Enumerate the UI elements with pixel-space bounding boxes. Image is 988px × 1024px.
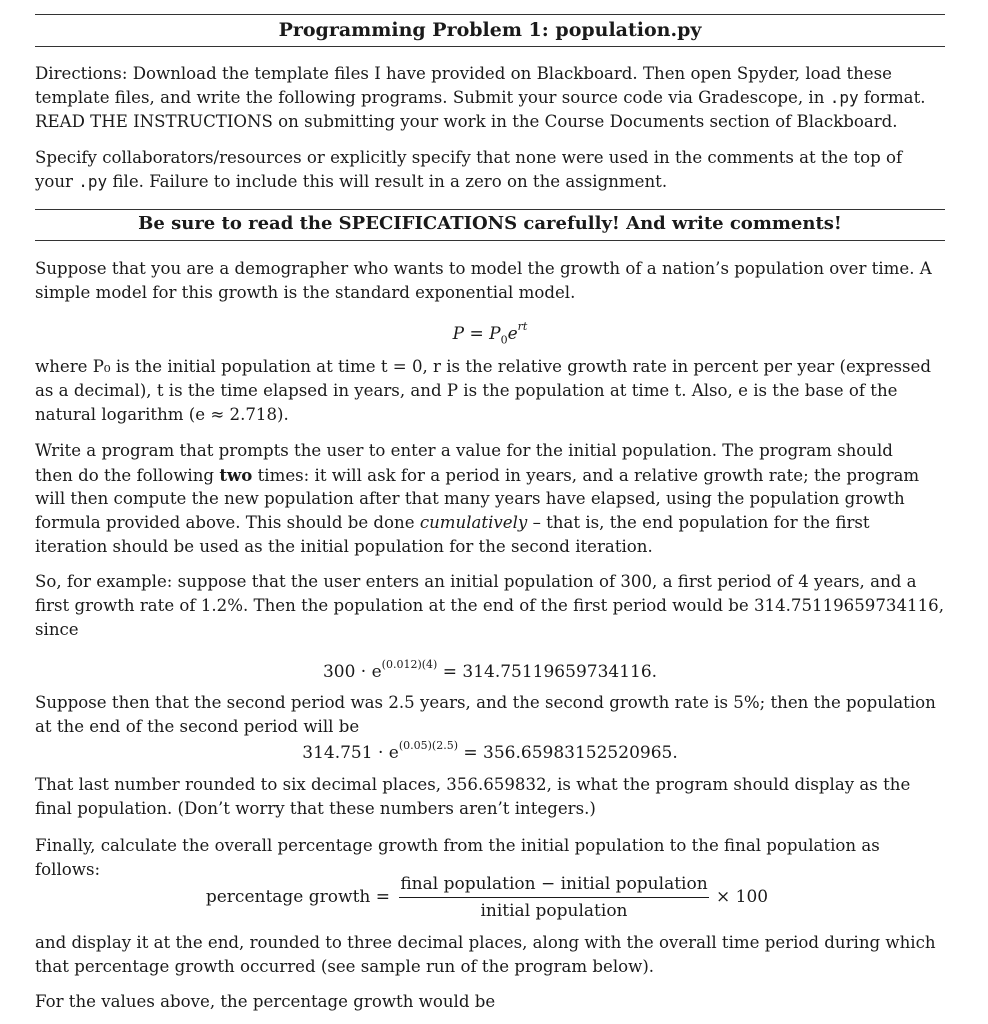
where-line-1: where P₀ is the initial population at time t = 0, r is the relative growth rate in percent per year (expressed: [35, 357, 931, 376]
title-bottom-rule: [35, 46, 945, 47]
directions-line-1: Directions: Download the template files I have provided on Blackboard. Then open Spyder, load these: [35, 64, 892, 83]
task-line-5: iteration should be used as the initial population for the second iteration.: [35, 537, 653, 556]
formula-lhs: P: [452, 324, 465, 344]
eq1-result: = 314.75119659734116.: [437, 662, 658, 682]
formula-e: e: [507, 324, 518, 344]
display-line-2: that percentage growth occurred (see sample run of the program below).: [35, 957, 655, 976]
task-line-4: [35, 511, 945, 535]
finally-line-2: follows:: [35, 860, 101, 879]
second-line-2: at the end of the second period will be: [35, 717, 360, 736]
specifications-banner: Be sure to read the SPECIFICATIONS carefully! And write comments!: [138, 213, 842, 234]
where-line-3: natural logarithm (e ≈ 2.718).: [35, 405, 289, 424]
eq1-exponent: (0.012)(4): [381, 658, 438, 672]
where-line-2: as a decimal), t is the time elapsed in years, and P is the population at time t. Also, e is the base of the: [35, 381, 898, 400]
formula-exponent: rt: [517, 320, 528, 334]
task-line-2-text: then do the following: [35, 466, 220, 485]
example-equation-2: [35, 741, 945, 765]
banner-top-rule: [35, 209, 945, 210]
formula-equals: =: [464, 324, 490, 344]
pct-numerator: final population − initial population: [400, 874, 708, 894]
directions-line-2-text: template files, and write the following programs. Submit your source code via Gradescope, in: [35, 88, 830, 107]
fraction-bar: [399, 897, 709, 898]
eq2-base: 314.751 · e: [302, 743, 399, 763]
example-line-3: since: [35, 620, 79, 639]
task-line-1: Write a program that prompts the user to enter a value for the initial population. The program should: [35, 441, 893, 460]
two-emphasis: two: [219, 465, 253, 485]
problem-title: Programming Problem 1: population.py: [278, 19, 702, 41]
py-extension-code: .py: [829, 88, 859, 107]
pct-formula-rhs: × 100: [716, 887, 769, 907]
growth-formula: [35, 322, 945, 346]
collaborators-line-2-tail: file. Failure to include this will result in a zero on the assignment.: [107, 172, 668, 191]
task-line-2: [35, 463, 945, 488]
title-top-rule: [35, 14, 945, 15]
task-line-2-tail: times: it will ask for a period in years, and a relative growth rate; the program: [252, 466, 920, 485]
banner-bottom-rule: [35, 240, 945, 241]
pct-fraction: [399, 872, 709, 923]
second-line-1: Suppose then that the second period was 2.5 years, and the second growth rate is 5%; then the population: [35, 693, 936, 712]
intro-line-1: Suppose that you are a demographer who wants to model the growth of a nation’s population over time. A: [35, 259, 932, 278]
cumulatively-emphasis: cumulatively: [419, 513, 528, 532]
example-line-2: first growth rate of 1.2%. Then the population at the end of the first period would be 314.75119659734116,: [35, 596, 944, 615]
directions-line-2: [35, 86, 945, 110]
eq2-exponent: (0.05)(2.5): [398, 739, 458, 753]
eq2-result: = 356.65983152520965.: [458, 743, 678, 763]
intro-line-2: simple model for this growth is the standard exponential model.: [35, 283, 576, 302]
collaborators-line-2: [35, 170, 945, 194]
formula-p-subscript: 0: [500, 333, 508, 347]
pct-formula-lhs: percentage growth =: [205, 887, 390, 907]
directions-line-3: READ THE INSTRUCTIONS on submitting your work in the Course Documents section of Blackboard.: [35, 112, 898, 131]
example-line-1: So, for example: suppose that the user enters an initial population of 300, a first period of 4 years, and a: [35, 572, 917, 591]
rounded-line-2: final population. (Don’t worry that these numbers aren’t integers.): [35, 799, 596, 818]
py-extension-code: .py: [78, 172, 108, 191]
closing-line: For the values above, the percentage growth would be: [35, 992, 496, 1011]
finally-line-1: Finally, calculate the overall percentage growth from the initial population to the final population as: [35, 836, 880, 855]
directions-line-2-tail: format.: [858, 88, 926, 107]
percentage-growth-formula: [35, 872, 945, 924]
collaborators-line-2-text: your: [35, 172, 79, 191]
example-equation-1: [35, 660, 945, 684]
task-line-4-tail: – that is, the end population for the first: [527, 513, 870, 532]
rounded-line-1: That last number rounded to six decimal places, 356.659832, is what the program should display as the: [35, 775, 911, 794]
formula-p: P: [489, 324, 501, 344]
eq1-base: 300 · e: [322, 662, 382, 682]
task-line-4-text: formula provided above. This should be done: [35, 513, 420, 532]
task-line-3: will then compute the new population after that many years have elapsed, using the population growth: [35, 489, 905, 508]
collaborators-line-1: Specify collaborators/resources or explicitly specify that none were used in the comments at the top of: [35, 148, 903, 167]
display-line-1: and display it at the end, rounded to three decimal places, along with the overall time period during which: [35, 933, 936, 952]
pct-denominator: initial population: [480, 901, 628, 921]
